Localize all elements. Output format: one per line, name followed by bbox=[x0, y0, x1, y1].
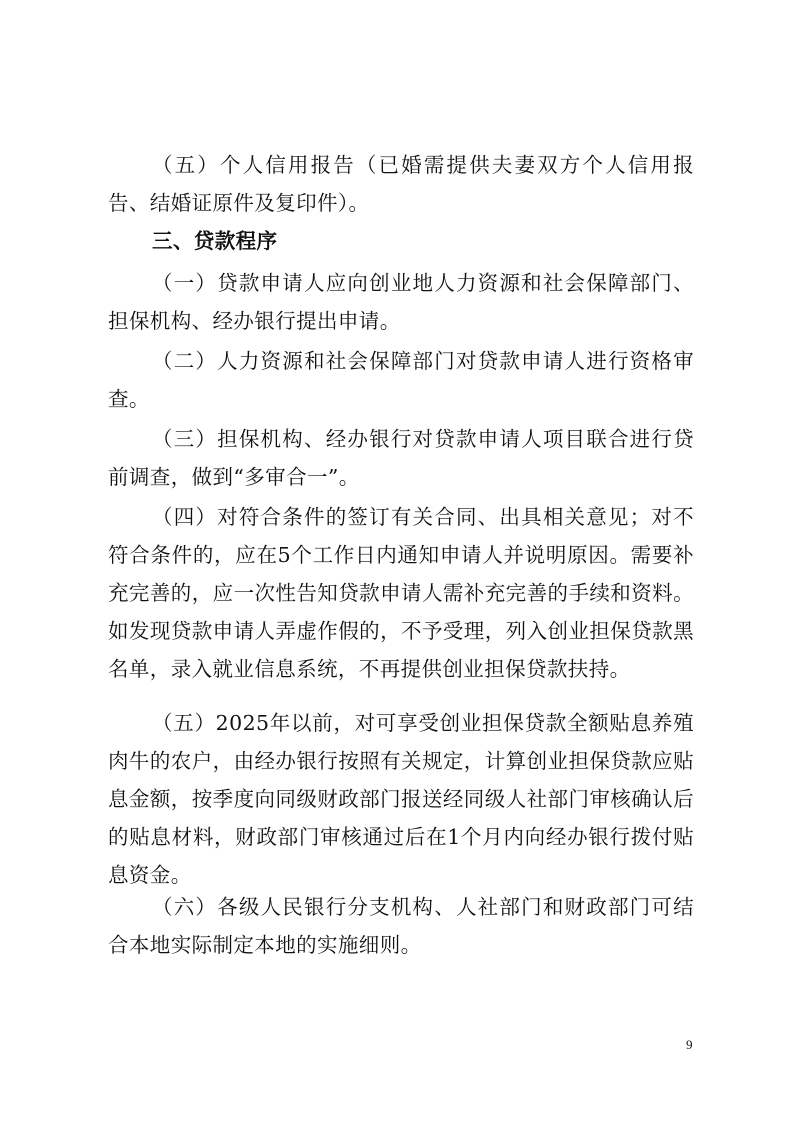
paragraph-text: （二）人力资源和社会保障部门对贷款申请人进行资格审查。 bbox=[108, 349, 694, 411]
paragraph-step-4 bbox=[108, 498, 694, 688]
section-heading: 三、贷款程序 bbox=[152, 229, 278, 253]
paragraph-step-6 bbox=[108, 888, 694, 964]
paragraph-step-3 bbox=[108, 420, 694, 496]
page-number: 9 bbox=[686, 1037, 693, 1052]
paragraph-text: （五）个人信用报告（已婚需提供夫妻双方个人信用报告、结婚证原件及复印件）。 bbox=[108, 153, 694, 215]
paragraph-text: （三）担保机构、经办银行对贷款申请人项目联合进行贷前调查，做到“多审合一”。 bbox=[108, 427, 694, 489]
paragraph-credit-report bbox=[108, 146, 694, 222]
section-heading-loan-procedure bbox=[108, 222, 694, 260]
paragraph-text: （五）2025年以前，对可享受创业担保贷款全额贴息养殖肉牛的农户，由经办银行按照有关规定，计算创业担保贷款应贴息金额，按季度向同级财政部门报送经同级人社部门审核确认后的贴息材料，财政部门审核通过后在1个月内向经办银行拨付贴息资金。 bbox=[108, 711, 694, 887]
paragraph-step-2 bbox=[108, 342, 694, 418]
paragraph-text: （六）各级人民银行分支机构、人社部门和财政部门可结合本地实际制定本地的实施细则。 bbox=[108, 895, 694, 957]
paragraph-text: （一）贷款申请人应向创业地人力资源和社会保障部门、担保机构、经办银行提出申请。 bbox=[108, 271, 694, 333]
paragraph-step-5 bbox=[108, 704, 694, 894]
paragraph-text: （四）对符合条件的签订有关合同、出具相关意见；对不符合条件的，应在5个工作日内通知申请人并说明原因。需要补充完善的，应一次性告知贷款申请人需补充完善的手续和资料。如发现贷款申请人弄虚作假的，不予受理，列入创业担保贷款黑名单，录入就业信息系统，不再提供创业担保贷款扶持。 bbox=[108, 505, 694, 681]
paragraph-step-1 bbox=[108, 264, 694, 340]
